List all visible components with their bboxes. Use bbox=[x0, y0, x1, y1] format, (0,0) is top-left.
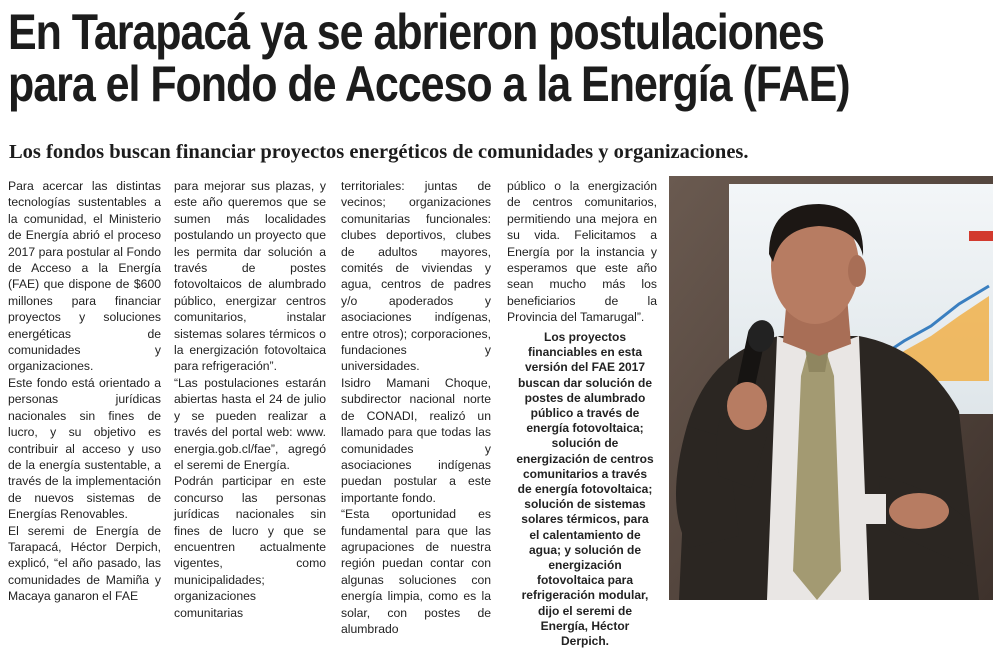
shirt-cuff bbox=[864, 494, 886, 524]
screen-tab bbox=[969, 231, 993, 241]
paragraph: para mejorar sus plazas, y este año queremos que se sumen más localidades postulando un proyecto que les permita dar solución a través de postes fotovoltaicos de alumbrado público, energizar centros comunitarios, instalar sistemas solares térmicos o la energización fotovoltaica para refrigeración”. bbox=[174, 179, 326, 374]
ear bbox=[848, 255, 866, 287]
hand bbox=[727, 382, 767, 430]
paragraph: público o la energización de centros comunitarios, permitiendo una mejora en su vida. Felicitamos a Energía por la instancia y esperamos que este año sean mucho más los beneficiarios de la Provincia del Tamarugal”. bbox=[507, 179, 657, 325]
headline-line-2: para el Fondo de Acceso a la Energía (FAE) bbox=[8, 56, 850, 112]
subheadline: Los fondos buscan financiar proyectos energéticos de comunidades y organizaciones. bbox=[9, 141, 749, 163]
article-column-2 bbox=[174, 178, 326, 621]
headline-line-1: En Tarapacá ya se abrieron postulaciones bbox=[8, 4, 824, 60]
speaker-photo bbox=[669, 176, 993, 600]
paragraph: El seremi de Energía de Tarapacá, Héctor Derpich, explicó, “el año pasado, las comunidades de Mamiña y Macaya ganaron el FAE bbox=[8, 523, 161, 604]
gesture-hand bbox=[889, 493, 949, 529]
article-column-1 bbox=[8, 178, 161, 605]
paragraph: Podrán participar en este concurso las personas jurídicas nacionales sin fines de lucro y que se encuentren actualmente vigentes, como municipalidades; organizaciones comunitarias bbox=[174, 474, 326, 620]
paragraph: Isidro Mamani Choque, subdirector nacional norte de CONADI, realizó un llamado para que todas las comunidades y asociaciones indígenas puedan postular a este importante fondo. bbox=[341, 375, 491, 505]
paragraph: “Esta oportunidad es fundamental para que las agrupaciones de nuestra región puedan contar con algunas soluciones con energía limpia, como es la solar, con postes de alumbrado bbox=[341, 507, 491, 636]
paragraph: territoriales: juntas de vecinos; organizaciones comunitarias funcionales: clubes deportivos, clubes de adultos mayores, comités de viviendas y agua, centros de padres y/o apoderados y asociaciones indígenas, entre otros); corporaciones, fundaciones y universidades. bbox=[341, 179, 491, 374]
paragraph: Para acercar las distintas tecnologías sustentables a la comunidad, el Ministerio de Energía abrió el proceso 2017 para postular al Fondo de Acceso a la Energía (FAE) que dispone de $600 millones para financiar proyectos y soluciones energéticas de comunidades y organizaciones. bbox=[8, 179, 161, 374]
article-column-4 bbox=[507, 178, 657, 326]
paragraph: “Las postulaciones estarán abiertas hasta el 24 de julio y se pueden realizar a través del portal web: www. energia.gob.cl/fae”, agregó el seremi de Energía. bbox=[174, 375, 326, 472]
article-column-3 bbox=[341, 178, 491, 637]
paragraph: Este fondo está orientado a personas jurídicas nacionales sin fines de lucro, y su objetivo es contribuir al acceso y uso de la energía sustentable, a través de la implementación de nuevos sistemas de Energías Renovables. bbox=[8, 375, 161, 522]
headline bbox=[8, 6, 855, 110]
photo-caption: Los proyectos financiables en esta versión del FAE 2017 buscan dar solución de postes de alumbrado público a través de energía fotovoltaica; solución de energización de centros comunitarios a través de energía fotovoltaica; solución de sistemas solares térmicos, para el calentamiento de agua; y solución de energización fotovoltaica para refrigeración modular, dijo el seremi de Energía, Héctor Derpich. bbox=[516, 330, 654, 649]
speaker-illustration bbox=[669, 176, 993, 600]
